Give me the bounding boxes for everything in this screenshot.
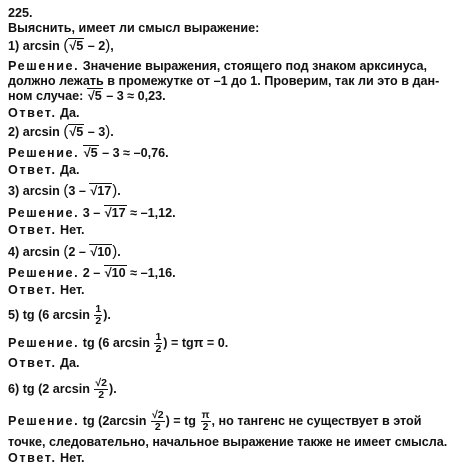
item-5-fraction: $\frac{1}{2}$: [95, 303, 102, 327]
item-2-answer: Ответ. Да.: [8, 163, 80, 177]
item-5-solution-fraction: $\frac{1}{2}$: [155, 331, 162, 355]
item-4-expression: 4) arcsin (2 – √10).: [8, 243, 121, 260]
item-6-expression: 6) tg (2 arcsin $\frac{√2}{2}$ ).: [8, 377, 117, 401]
item-4-answer: Ответ. Нет.: [8, 283, 85, 297]
item-6-fraction: $\frac{√2}{2}$: [95, 377, 107, 401]
item-3-solution: Решение. 3 – √17 ≈ –1,12.: [8, 206, 176, 220]
item-2-expression: 2) arcsin (√5 – 3).: [8, 123, 114, 140]
item-1-solution-line-2: должно лежать в промежутке от –1 до 1. Проверим, так ли это в дан-: [8, 74, 440, 88]
item-3-answer: Ответ. Нет.: [8, 223, 85, 237]
item-1-expression: 1) arcsin (√5 – 2),: [8, 37, 114, 54]
item-3-expression: 3) arcsin (3 – √17).: [8, 182, 121, 199]
item-6-solution-line-1: Решение. tg (2arcsin $\frac{√2}{2}$ ) = tg $\frac{\pi}{2}$ , но тангенс не существует в этой: [8, 409, 422, 433]
item-6-solution-fraction-pi: $\frac{\pi}{2}$: [201, 409, 210, 433]
item-2-solution: Решение. √5 – 3 ≈ –0,76.: [8, 146, 169, 160]
item-1-solution-line-1: Решение. Значение выражения, стоящего под знаком арксинуса,: [8, 59, 428, 73]
item-5-solution: Решение. tg (6 arcsin $\frac{1}{2}$ ) = tgπ = 0.: [8, 331, 229, 355]
task-number: 225.: [8, 6, 33, 20]
task-question: Выяснить, имеет ли смысл выражение:: [8, 21, 260, 35]
item-4-solution: Решение. 2 – √10 ≈ –1,16.: [8, 266, 176, 280]
item-6-answer: Ответ. Нет.: [8, 451, 85, 465]
item-1-answer: Ответ. Да.: [8, 106, 80, 120]
item-5-expression: 5) tg (6 arcsin $\frac{1}{2}$ ).: [8, 303, 111, 327]
item-1-solution-line-3: ном случае: √5 – 3 ≈ 0,23.: [8, 89, 166, 103]
item-6-solution-fraction: $\frac{√2}{2}$: [151, 409, 164, 433]
item-6-solution-line-2: точке, следовательно, начальное выражение также не имеет смысла.: [8, 435, 448, 449]
item-5-answer: Ответ. Да.: [8, 356, 80, 370]
